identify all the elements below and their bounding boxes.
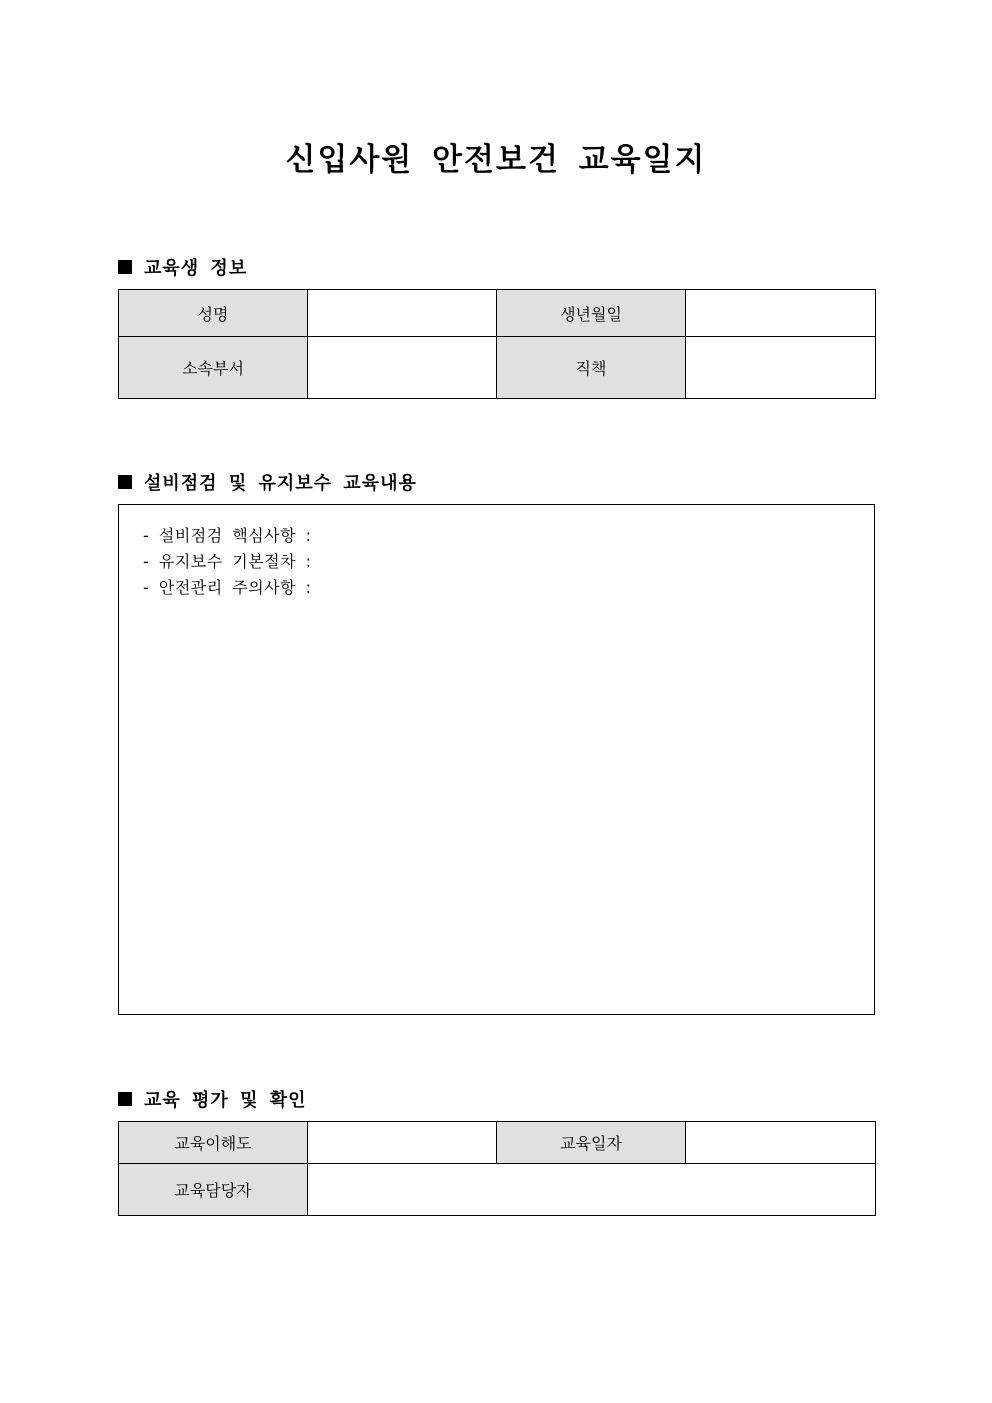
- evaluation-section-title: 교육 평가 및 확인: [144, 1090, 307, 1111]
- position-field[interactable]: [686, 337, 876, 399]
- training-content-box[interactable]: [118, 504, 875, 1015]
- instructor-field[interactable]: [308, 1164, 876, 1216]
- birthdate-label: 생년월일: [497, 290, 686, 337]
- table-row: [119, 1164, 876, 1216]
- evaluation-section-heading: [118, 1086, 307, 1112]
- list-item: - 유지보수 기본절차 :: [143, 552, 312, 571]
- table-row: [119, 290, 876, 337]
- list-item: - 설비점검 핵심사항 :: [143, 526, 312, 545]
- square-bullet-icon: [118, 475, 132, 489]
- name-label: 성명: [119, 290, 308, 337]
- trainee-section-title: 교육생 정보: [144, 258, 248, 279]
- square-bullet-icon: [118, 1092, 132, 1106]
- comprehension-field[interactable]: [308, 1122, 497, 1164]
- training-date-label: 교육일자: [497, 1122, 686, 1164]
- training-content-list: [119, 505, 874, 601]
- evaluation-table: [118, 1121, 876, 1216]
- instructor-label: 교육담당자: [119, 1164, 308, 1216]
- training-date-field[interactable]: [686, 1122, 876, 1164]
- square-bullet-icon: [118, 260, 132, 274]
- content-section-title: 설비점검 및 유지보수 교육내용: [144, 473, 417, 494]
- trainee-info-table: [118, 289, 876, 399]
- table-row: [119, 337, 876, 399]
- birthdate-field[interactable]: [686, 290, 876, 337]
- position-label: 직책: [497, 337, 686, 399]
- name-field[interactable]: [308, 290, 497, 337]
- list-item: - 안전관리 주의사항 :: [143, 578, 312, 597]
- content-section-heading: [118, 469, 417, 495]
- department-field[interactable]: [308, 337, 497, 399]
- table-row: [119, 1122, 876, 1164]
- department-label: 소속부서: [119, 337, 308, 399]
- trainee-section-heading: [118, 254, 247, 280]
- document-title: 신입사원 안전보건 교육일지: [285, 142, 707, 178]
- comprehension-label: 교육이해도: [119, 1122, 308, 1164]
